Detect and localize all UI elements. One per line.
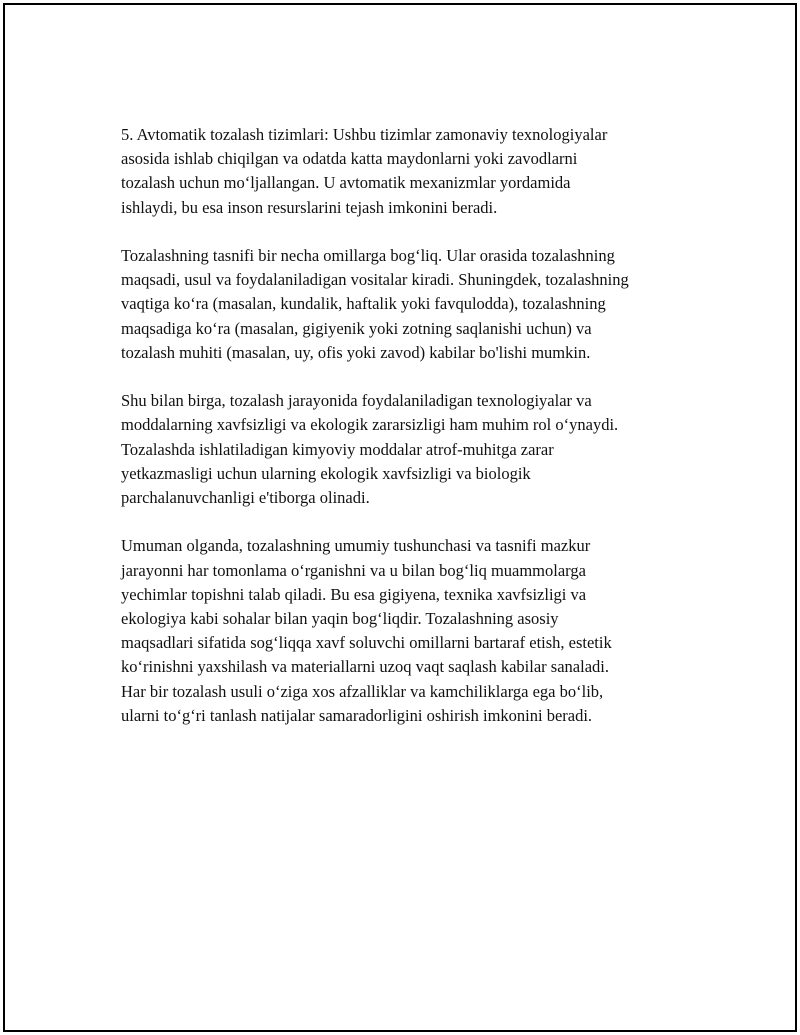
text-line: maqsadlari sifatida sog‘liqqa xavf soluvchi omillarni bartaraf etish, estetik — [121, 633, 612, 653]
text-line: Har bir tozalash usuli o‘ziga xos afzalliklar va kamchiliklarga ega bo‘lib, — [121, 681, 604, 701]
page-border-frame — [3, 3, 797, 1032]
paragraph-automatic-cleaning-systems — [121, 123, 693, 220]
text-line: Umuman olganda, tozalashning umumiy tushunchasi va tasnifi mazkur — [121, 536, 591, 556]
text-line: asosida ishlab chiqilgan va odatda katta maydonlarni yoki zavodlarni — [121, 149, 578, 169]
text-line: yetkazmasligi uchun ularning ekologik xavfsizligi va biologik — [121, 463, 531, 483]
text-line: parchalanuvchanligi e'tiborga olinadi. — [121, 488, 370, 508]
paragraph-general-conclusion — [121, 534, 693, 728]
text-line: Tozalashda ishlatiladigan kimyoviy moddalar atrof-muhitga zarar — [121, 439, 554, 459]
document-body — [121, 123, 693, 752]
paragraph-cleaning-classification — [121, 244, 693, 365]
text-line: tozalash uchun mo‘ljallangan. U avtomatik mexanizmlar yordamida — [121, 173, 571, 193]
paragraph-safety-and-ecology — [121, 389, 693, 510]
text-line: tozalash muhiti (masalan, uy, ofis yoki zavod) kabilar bo'lishi mumkin. — [121, 342, 591, 362]
text-line: yechimlar topishni talab qiladi. Bu esa gigiyena, texnika xavfsizligi va — [121, 584, 587, 604]
text-line: maqsadiga ko‘ra (masalan, gigiyenik yoki zotning saqlanishi uchun) va — [121, 318, 592, 338]
text-line: ishlaydi, bu esa inson resurslarini tejash imkonini beradi. — [121, 197, 498, 217]
text-line: ko‘rinishni yaxshilash va materiallarni uzoq vaqt saqlash kabilar sanaladi. — [121, 657, 609, 677]
text-line: Tozalashning tasnifi bir necha omillarga bog‘liq. Ular orasida tozalashning — [121, 246, 615, 265]
text-line: jarayonni har tomonlama o‘rganishni va u bilan bog‘liq muammolarga — [121, 560, 586, 580]
text-line: ularni to‘g‘ri tanlash natijalar samaradorligini oshirish imkonini beradi. — [121, 705, 593, 725]
text-line: vaqtiga ko‘ra (masalan, kundalik, haftalik yoki favqulodda), tozalashning — [121, 294, 606, 314]
text-line: 5. Avtomatik tozalash tizimlari: Ushbu tizimlar zamonaviy texnologiyalar — [121, 125, 608, 144]
text-line: moddalarning xavfsizligi va ekologik zararsizligi ham muhim rol o‘ynaydi. — [121, 415, 619, 435]
text-line: maqsadi, usul va foydalaniladigan vositalar kiradi. Shuningdek, tozalashning — [121, 270, 629, 290]
text-line: Shu bilan birga, tozalash jarayonida foydalaniladigan texnologiyalar va — [121, 391, 592, 411]
text-line: ekologiya kabi sohalar bilan yaqin bog‘liqdir. Tozalashning asosiy — [121, 609, 559, 629]
